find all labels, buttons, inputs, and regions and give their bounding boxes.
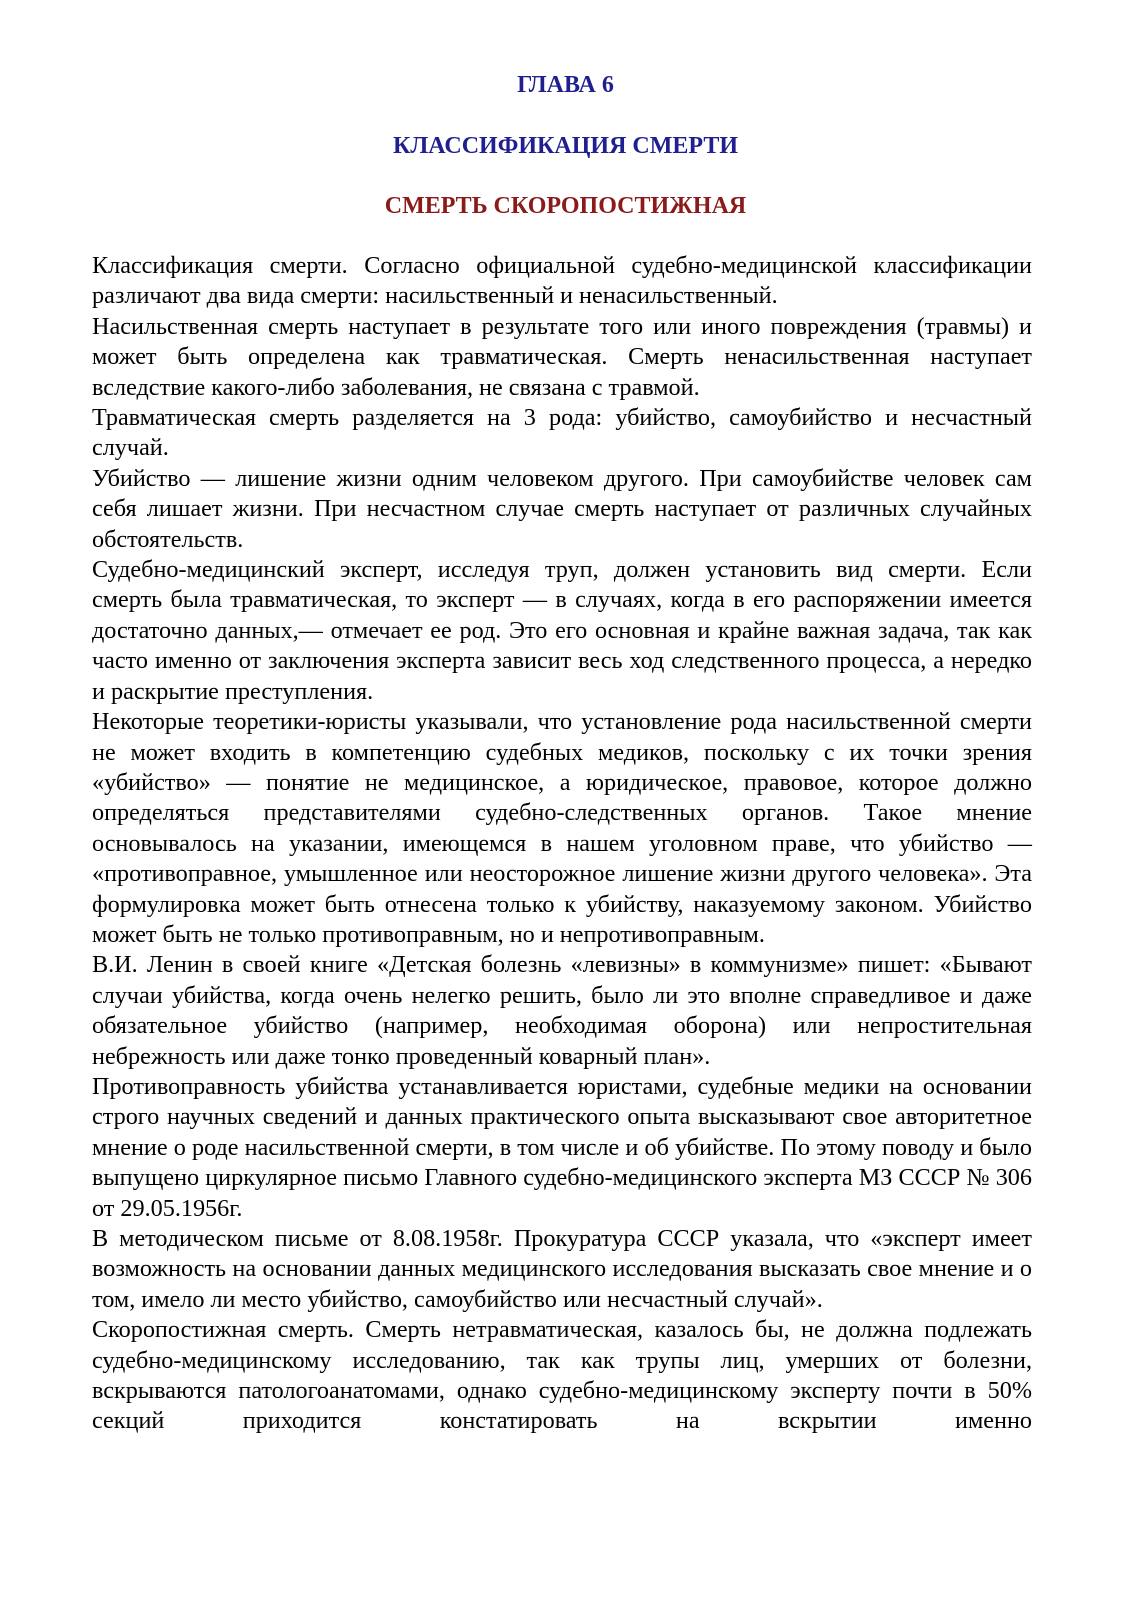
- paragraph-expert-task: Судебно-медицинский эксперт, исследуя труп, должен установить вид смерти. Если смерть была травматическая, то эксперт — в случаях, когда в его распоряжении имеется достаточно данных,— отмечает ее род. Это его основная и крайне важная задача, так как часто именно от заключения эксперта зависит весь ход следственного процесса, а нередко и раскрытие преступления.: [92, 556, 1032, 705]
- paragraph-sudden-death: Скоропостижная смерть. Смерть нетравматическая, казалось бы, не должна подлежать судебно-медицинскому исследованию, так как трупы лиц, умерших от болезни, вскрываются патологоанатомами, однако судебно-медицинскому эксперту почти в 50% секций приходится констатировать на вскрытии именно: [92, 1316, 1032, 1435]
- paragraph-violent-death: Насильственная смерть наступает в результате того или иного повреждения (травмы) и может быть определена как травматическая. Смерть ненасильственная наступает вследствие какого-либо заболевания, не связана с травмой.: [92, 312, 1032, 401]
- paragraph-classification: Классификация смерти. Согласно официальной судебно-медицинской классификации различают два вида смерти: насильственный и ненасильственный.: [92, 252, 1032, 310]
- paragraph-unlawfulness: Противоправность убийства устанавливается юристами, судебные медики на основании строго научных сведений и данных практического опыта высказывают свое авторитетное мнение о роде насильственной смерти, в том числе и об убийстве. По этому поводу и было выпущено циркулярное письмо Главного судебно-медицинского эксперта МЗ СССР № 306 от 29.05.1956г.: [92, 1072, 1032, 1222]
- paragraph-methodical-letter: В методическом письме от 8.08.1958г. Прокуратура СССР указала, что «эксперт имеет возможность на основании данных медицинского исследования высказать свое мнение и о том, имело ли место убийство, самоубийство или несчастный случай».: [92, 1225, 1032, 1313]
- section-subtitle: СМЕРТЬ СКОРОПОСТИЖНАЯ: [384, 193, 747, 219]
- chapter-title: КЛАССИФИКАЦИЯ СМЕРТИ: [392, 133, 739, 159]
- paragraph-theorists: Некоторые теоретики-юристы указывали, что установление рода насильственной смерти не может входить в компетенцию судебных медиков, поскольку с их точки зрения «убийство» — понятие не медицинское, а юридическое, правовое, которое должно определяться представителями судебно-следственных органов. Такое мнение основывалось на указании, имеющемся в нашем уголовном праве, что убийство — «противоправное, умышленное или неосторожное лишение жизни другого человека». Эта формулировка может быть отнесена только к убийству, наказуемому законом. Убийство может быть не только противоправным, но и непротивоправным.: [92, 708, 1032, 948]
- paragraph-lenin-quote: В.И. Ленин в своей книге «Детская болезнь «левизны» в коммунизме» пишет: «Бывают случаи убийства, когда очень нелегко решить, было ли это вполне справедливое и даже обязательное убийство (например, необходимая оборона) или непростительная небрежность или даже тонко проведенный коварный план».: [92, 951, 1032, 1070]
- chapter-heading: ГЛАВА 6: [517, 72, 614, 98]
- paragraph-traumatic-kinds: Травматическая смерть разделяется на 3 рода: убийство, самоубийство и несчастный случай.: [92, 404, 1032, 462]
- paragraph-murder-definition: Убийство — лишение жизни одним человеком другого. При самоубийстве человек сам себя лишает жизни. При несчастном случае смерть наступает от различных случайных обстоятельств.: [92, 464, 1032, 553]
- body-text: [92, 251, 1032, 1437]
